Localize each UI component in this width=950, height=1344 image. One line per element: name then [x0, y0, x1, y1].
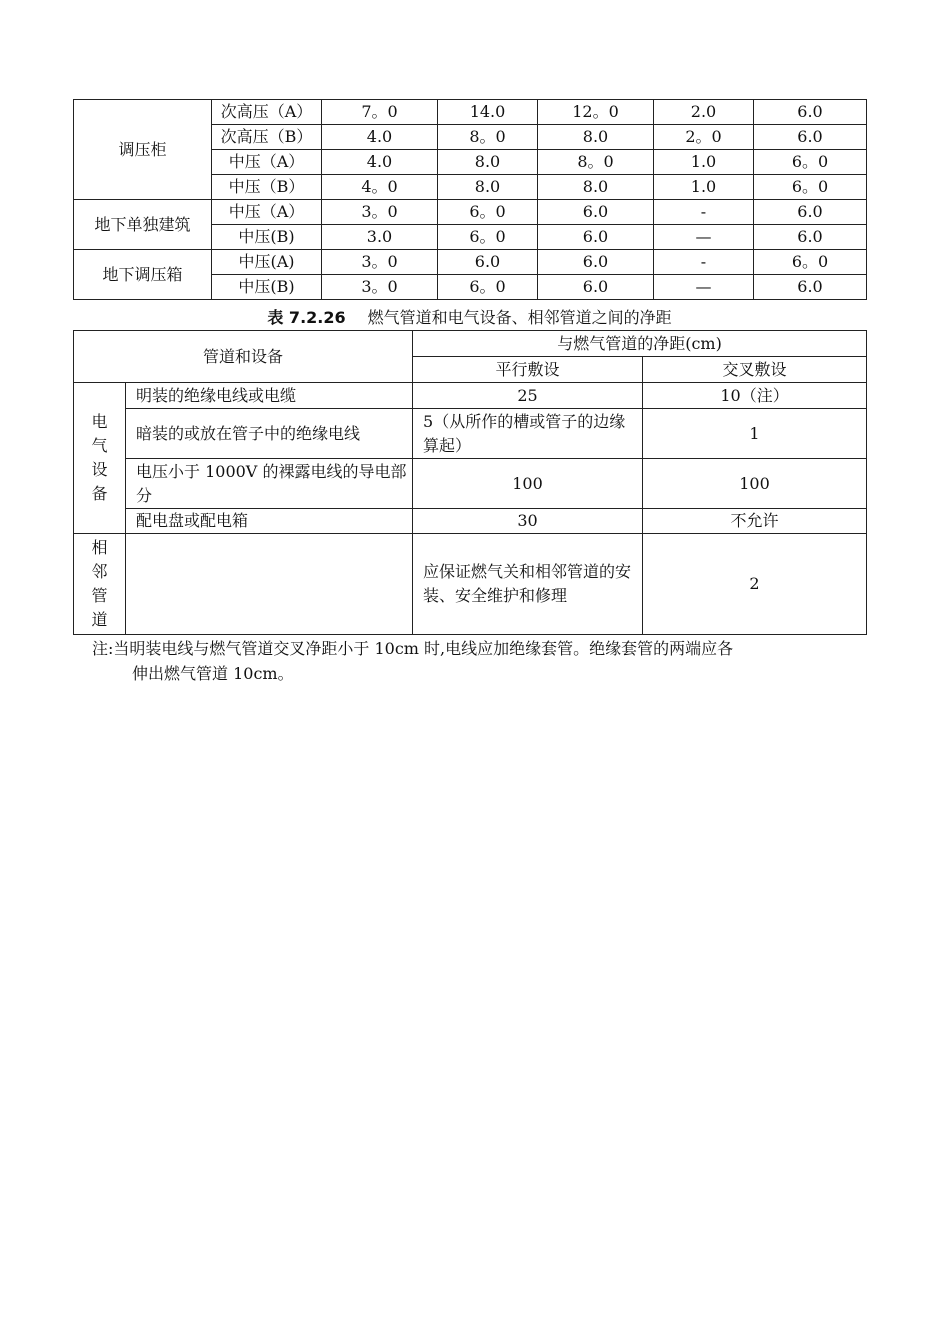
table-cell: 6.0: [538, 200, 654, 225]
table-cell: 中压（A）: [212, 200, 322, 225]
table-cell: 3。0: [322, 200, 438, 225]
table-cell: 中压（A）: [212, 150, 322, 175]
table-cell: —: [654, 225, 754, 250]
table-cell: 1: [643, 409, 867, 459]
table-cell: 应保证燃气关和相邻管道的安装、安全维护和修理: [413, 534, 643, 635]
table-cell: 6.0: [754, 225, 867, 250]
table-cell: 6。0: [438, 225, 538, 250]
vertical-label: 相邻管道: [91, 538, 108, 629]
table-cell: 6.0: [754, 125, 867, 150]
table-caption: [73, 306, 866, 330]
table-cell: [126, 534, 413, 635]
gas-regulator-distance-table: [73, 99, 867, 300]
table-cell: 中压(B): [212, 225, 322, 250]
table-cell: 8.0: [538, 175, 654, 200]
table-cell: 100: [413, 459, 643, 509]
table-cell: 8.0: [438, 150, 538, 175]
table-cell: 次高压（B）: [212, 125, 322, 150]
table-cell: 8。0: [538, 150, 654, 175]
vertical-label: 电气设备: [91, 412, 108, 503]
group-label-electrical: [74, 383, 126, 534]
table-cell: 中压(B): [212, 275, 322, 300]
table-cell: 6.0: [754, 100, 867, 125]
table-cell: 30: [413, 509, 643, 534]
table-cell: 6.0: [754, 200, 867, 225]
table-cell: 不允许: [643, 509, 867, 534]
table-row: [74, 383, 867, 409]
table-cell: 8.0: [538, 125, 654, 150]
table-cell: 4。0: [322, 175, 438, 200]
table-title: 燃气管道和电气设备、相邻管道之间的净距: [367, 308, 672, 327]
group-label: 调压柜: [74, 100, 212, 200]
table-cell: 6。0: [754, 250, 867, 275]
table-row: [74, 534, 867, 635]
table-cell: 4.0: [322, 125, 438, 150]
note-line: 伸出燃气管道 10cm。: [132, 664, 294, 683]
header-row: [74, 331, 867, 357]
table-cell: 3。0: [322, 275, 438, 300]
table-cell: 8.0: [438, 175, 538, 200]
header-clearance: 与燃气管道的净距(cm): [413, 331, 867, 357]
table-cell: 25: [413, 383, 643, 409]
pipe-clearance-table: [73, 330, 867, 635]
table-cell: 中压(A): [212, 250, 322, 275]
group-label: 地下单独建筑: [74, 200, 212, 250]
table-cell: 配电盘或配电箱: [126, 509, 413, 534]
table-cell: 次高压（A）: [212, 100, 322, 125]
group-label: 地下调压箱: [74, 250, 212, 300]
table-cell: 电压小于 1000V 的裸露电线的导电部分: [126, 459, 413, 509]
table-cell: 6。0: [438, 275, 538, 300]
table-row: [74, 409, 867, 459]
table-cell: 1.0: [654, 150, 754, 175]
table-row: [74, 509, 867, 534]
header-pipes-and-equipment: 管道和设备: [74, 331, 413, 383]
table-cell: 2: [643, 534, 867, 635]
header-cross: 交叉敷设: [643, 357, 867, 383]
table-cell: 3.0: [322, 225, 438, 250]
table-note: [92, 636, 872, 686]
header-parallel: 平行敷设: [413, 357, 643, 383]
table-cell: 6.0: [754, 275, 867, 300]
group-label-adjacent: [74, 534, 126, 635]
table-cell: 100: [643, 459, 867, 509]
table-row: [74, 200, 867, 225]
table-row: [74, 100, 867, 125]
table-cell: 4.0: [322, 150, 438, 175]
table-cell: 6.0: [538, 275, 654, 300]
table-cell: 10（注）: [643, 383, 867, 409]
table-cell: 6。0: [754, 175, 867, 200]
table-cell: 6.0: [438, 250, 538, 275]
table-cell: 3。0: [322, 250, 438, 275]
table-cell: 7。0: [322, 100, 438, 125]
table-cell: 6。0: [438, 200, 538, 225]
table-cell: 14.0: [438, 100, 538, 125]
note-line: 注:当明装电线与燃气管道交叉净距小于 10cm 时,电线应加绝缘套管。绝缘套管的两端应各: [92, 639, 734, 658]
table-cell: 5（从所作的槽或管子的边缘算起）: [413, 409, 643, 459]
table-cell: 2.0: [654, 100, 754, 125]
table-cell: 1.0: [654, 175, 754, 200]
table-number: 表 7.2.26: [267, 308, 346, 327]
table-cell: 2。0: [654, 125, 754, 150]
table-cell: 6.0: [538, 225, 654, 250]
table-cell: 暗装的或放在管子中的绝缘电线: [126, 409, 413, 459]
table-cell: 中压（B）: [212, 175, 322, 200]
table-row: [74, 459, 867, 509]
table-cell: 12。0: [538, 100, 654, 125]
table-cell: 8。0: [438, 125, 538, 150]
table-cell: 6。0: [754, 150, 867, 175]
table-cell: -: [654, 200, 754, 225]
table-row: [74, 250, 867, 275]
table-cell: —: [654, 275, 754, 300]
table-cell: 6.0: [538, 250, 654, 275]
table-cell: -: [654, 250, 754, 275]
table-cell: 明装的绝缘电线或电缆: [126, 383, 413, 409]
